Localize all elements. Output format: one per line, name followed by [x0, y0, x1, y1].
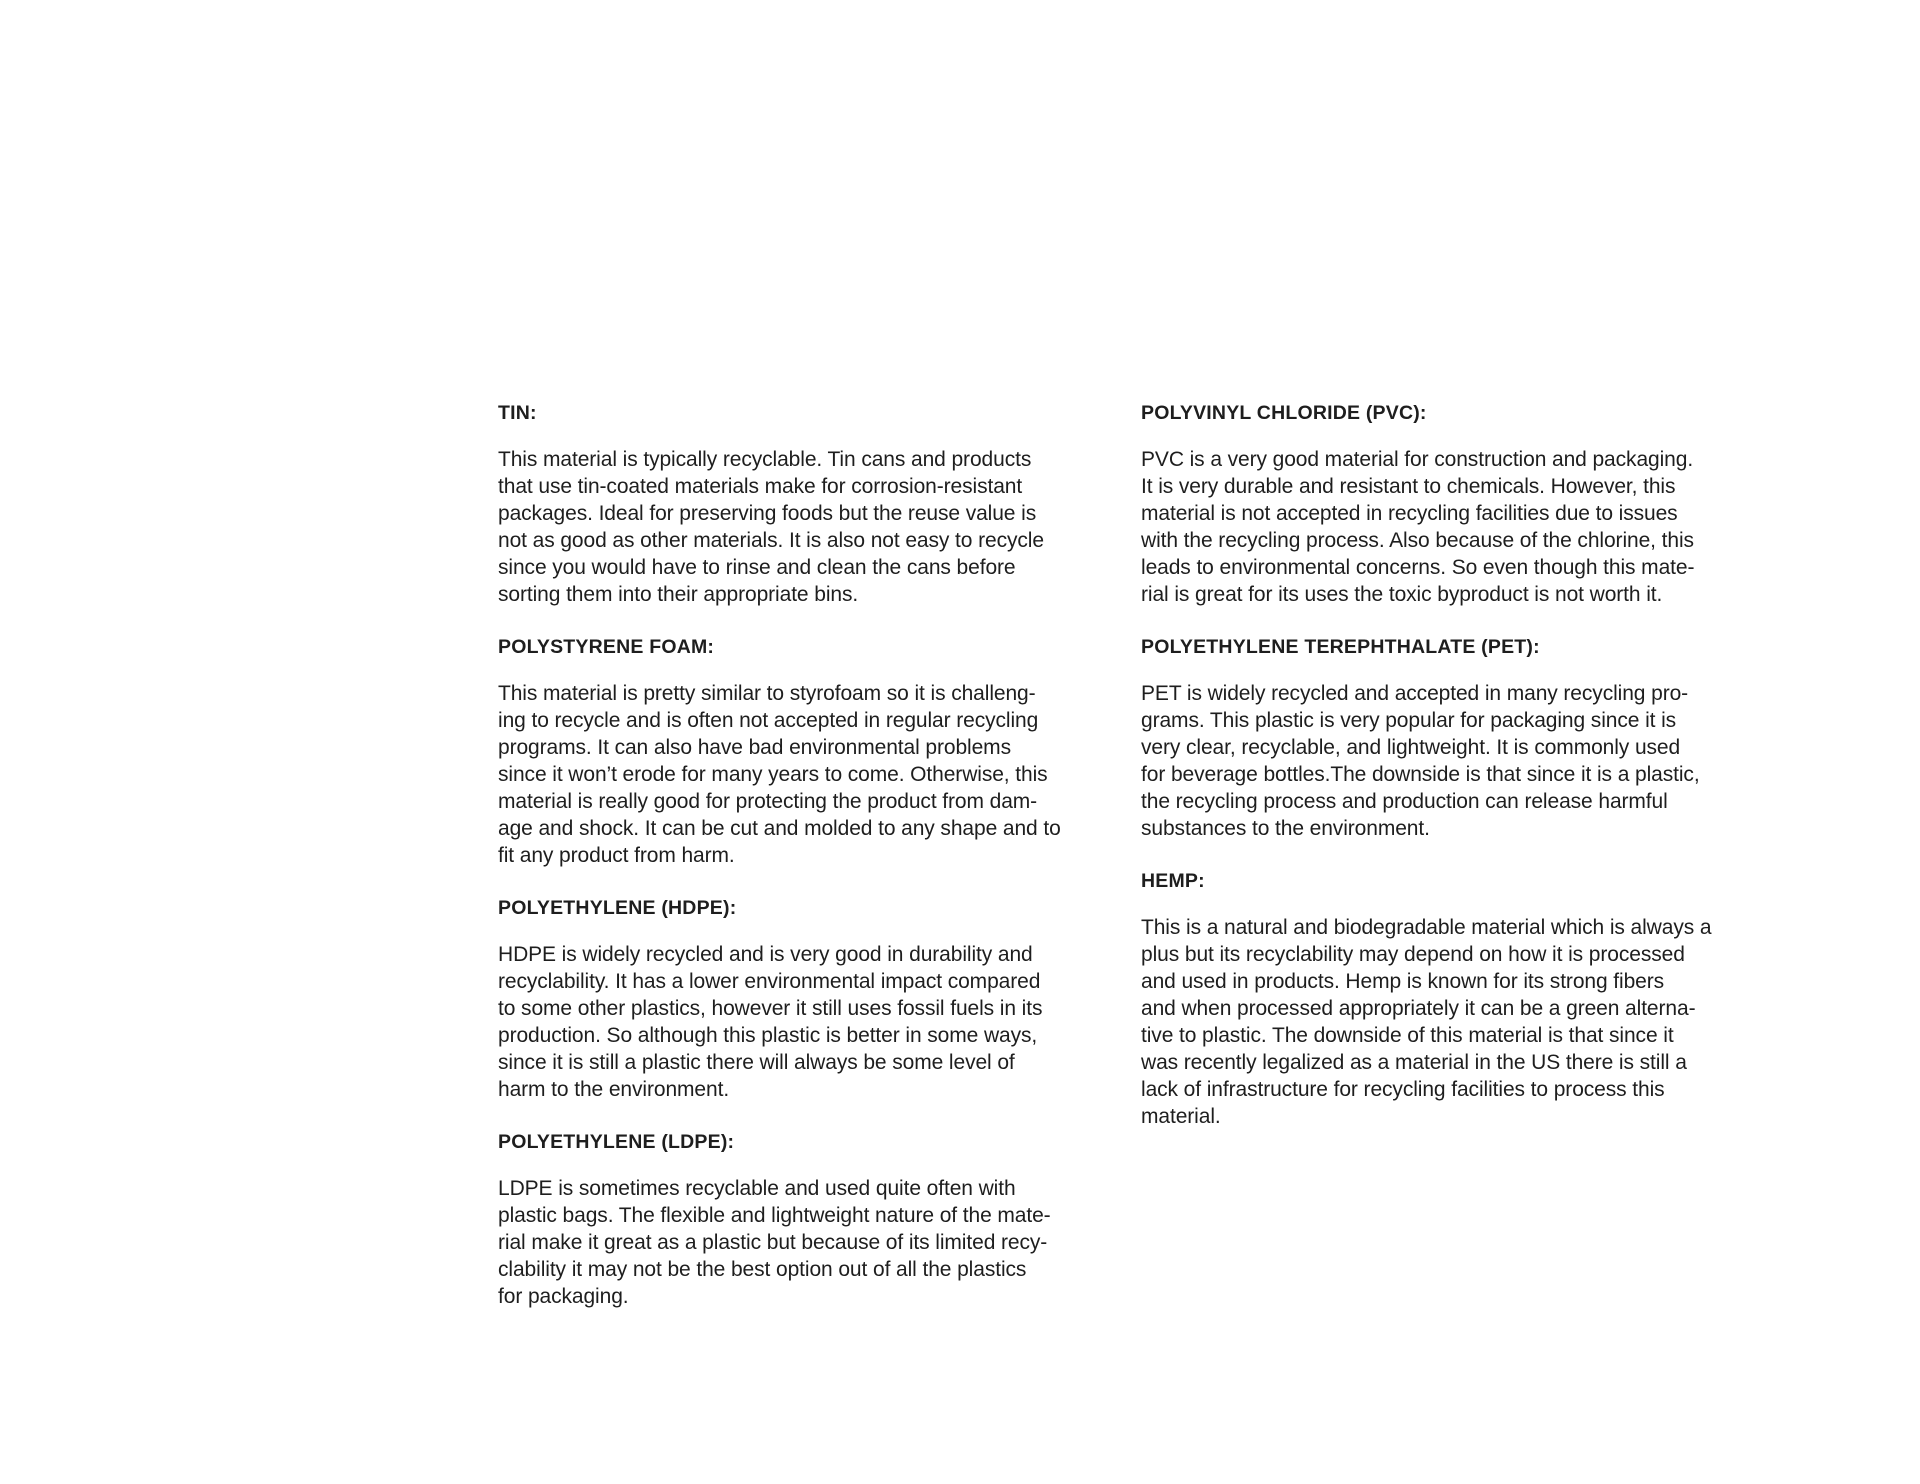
section-body: HDPE is widely recycled and is very good in durability and recyclability. It has a lower environmental impact compared to some other plastics, however it still uses fossil fuels in its production. So although this plastic is better in some ways, since it is still a plastic there will always be some level of harm to the environment.	[498, 943, 1043, 1101]
section-body: This material is typically recyclable. Tin cans and products that use tin-coated materials make for corrosion-resistant packages. Ideal for preserving foods but the reuse value is not as good as other materials. It is also not easy to recycle since you would have to rinse and clean the cans before sorting them into their appropriate bins.	[498, 448, 1044, 606]
section-tin	[498, 401, 1110, 608]
section-pet	[1141, 635, 1761, 842]
left-column	[498, 401, 1110, 1337]
section-ldpe	[498, 1130, 1110, 1310]
section-heading: POLYETHYLENE (LDPE):	[498, 1131, 735, 1153]
section-heading: HEMP:	[1141, 870, 1205, 892]
section-heading: POLYETHYLENE (HDPE):	[498, 897, 737, 919]
section-heading: TIN:	[498, 402, 537, 424]
section-body: PET is widely recycled and accepted in many recycling pro- grams. This plastic is very popular for packaging since it is very clear, recyclable, and lightweight. It is commonly used for beverage bottles.The downside is that since it is a plastic, the recycling process and production can release harmful substances to the environment.	[1141, 682, 1700, 840]
section-polystyrene-foam	[498, 635, 1110, 869]
section-body: PVC is a very good material for construction and packaging. It is very durable and resistant to chemicals. However, this material is not accepted in recycling facilities due to issues with the recycling process. Also because of the chlorine, this leads to environmental concerns. So even though this mate- rial is great for its uses the toxic byproduct is not worth it.	[1141, 448, 1695, 606]
section-body: LDPE is sometimes recyclable and used quite often with plastic bags. The flexible and lightweight nature of the mate- rial make it great as a plastic but because of its limited recy- clability it may not be the best option out of all the plastics for packaging.	[498, 1177, 1051, 1308]
section-pvc	[1141, 401, 1761, 608]
section-hemp	[1141, 869, 1761, 1130]
section-body: This material is pretty similar to styrofoam so it is challeng- ing to recycle and is often not accepted in regular recycling programs. It can also have bad environmental problems since it won’t erode for many years to come. Otherwise, this material is really good for protecting the product from dam- age and shock. It can be cut and molded to any shape and to fit any product from harm.	[498, 682, 1061, 867]
section-heading: POLYSTYRENE FOAM:	[498, 636, 715, 658]
section-heading: POLYVINYL CHLORIDE (PVC):	[1141, 402, 1427, 424]
section-body: This is a natural and biodegradable material which is always a plus but its recyclability may depend on how it is processed and used in products. Hemp is known for its strong fibers and when processed appropriately it can be a green alterna- tive to plastic. The downside of this material is that since it was recently legalized as a material in the US there is still a lack of infrastructure for recycling facilities to process this material.	[1141, 916, 1712, 1128]
right-column	[1141, 401, 1761, 1157]
section-heading: POLYETHYLENE TEREPHTHALATE (PET):	[1141, 636, 1540, 658]
section-hdpe	[498, 896, 1110, 1103]
